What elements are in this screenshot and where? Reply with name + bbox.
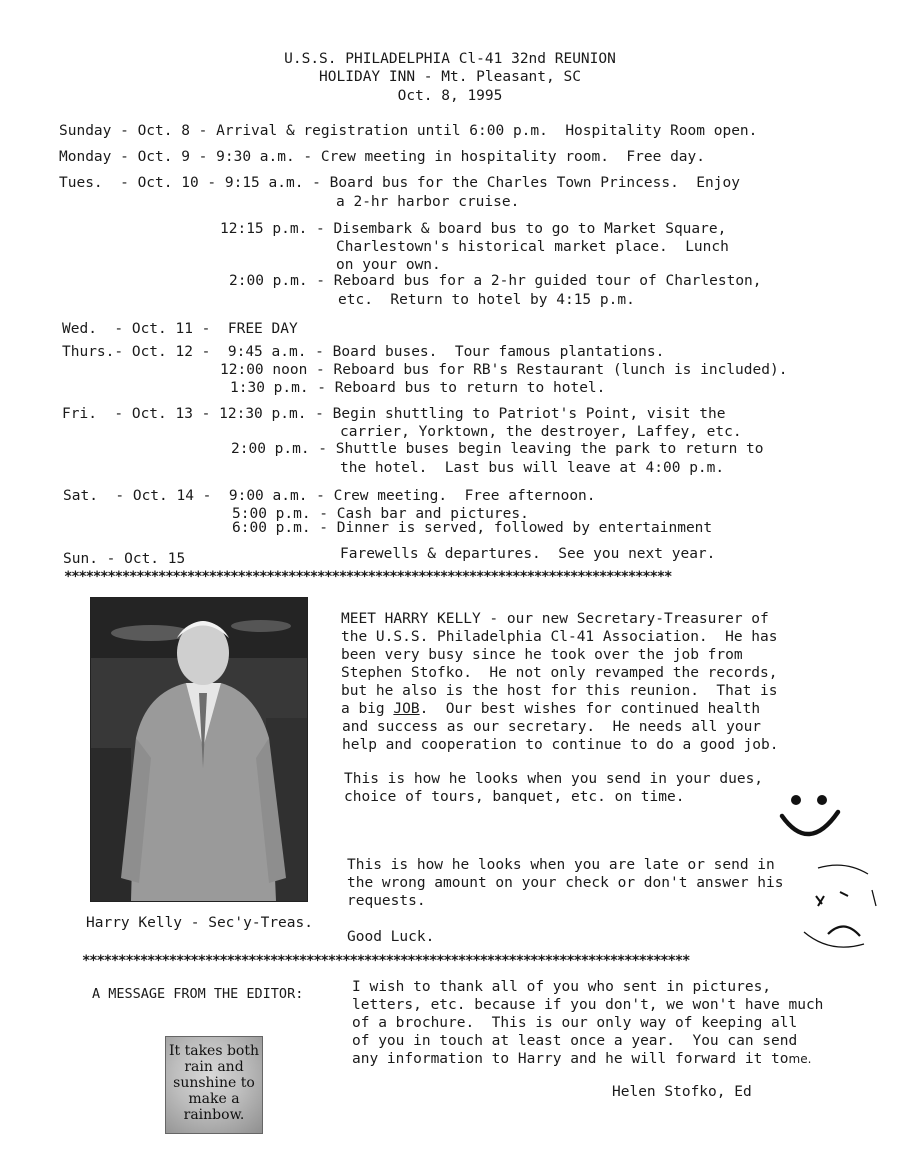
- smiley-face-icon: [776, 790, 846, 846]
- editor-line2: letters, etc. because if you don't, we won't have much: [352, 997, 824, 1013]
- schedule-tuesday-cont: a 2-hr harbor cruise.: [336, 194, 520, 210]
- schedule-saturday: Sat. - Oct. 14 - 9:00 a.m. - Crew meeting. Free afternoon.: [63, 488, 596, 504]
- schedule-sunday-farewells: Farewells & departures. See you next year.: [340, 546, 716, 562]
- reunion-date: Oct. 8, 1995: [397, 88, 503, 104]
- harry-kelly-figure: [91, 598, 307, 901]
- editor-handwritten-me: me.: [788, 1052, 812, 1066]
- kelly-para1-line3: been very busy since he took over the job from: [341, 647, 743, 663]
- kelly-para3-line3: requests.: [347, 893, 426, 909]
- kelly-para3-line1: This is how he looks when you are late or send in: [347, 857, 775, 873]
- kelly-para2-line2: choice of tours, banquet, etc. on time.: [344, 789, 685, 805]
- schedule-tuesday-1215-cont2: on your own.: [336, 257, 441, 273]
- schedule-thursday: Thurs.- Oct. 12 - 9:45 a.m. - Board buses. Tour famous plantations.: [62, 344, 665, 360]
- kelly-para1-line2: the U.S.S. Philadelphia Cl-41 Association. He has: [341, 629, 778, 645]
- kelly-para1-line7: and success as our secretary. He needs all your: [342, 719, 762, 735]
- editor-line1: I wish to thank all of you who sent in pictures,: [352, 979, 772, 995]
- editor-signature: Helen Stofko, Ed: [612, 1084, 752, 1100]
- kelly-job-word: JOB: [393, 701, 420, 717]
- schedule-monday: Monday - Oct. 9 - 9:30 a.m. - Crew meeting in hospitality room. Free day.: [59, 149, 706, 165]
- reunion-location: HOLIDAY INN - Mt. Pleasant, SC: [319, 69, 581, 85]
- schedule-thursday-noon: 12:00 noon - Reboard bus for RB's Restaurant (lunch is included).: [220, 362, 788, 378]
- schedule-sunday: Sunday - Oct. 8 - Arrival & registration until 6:00 p.m. Hospitality Room open.: [59, 123, 758, 139]
- schedule-wednesday: Wed. - Oct. 11 - FREE DAY: [62, 321, 298, 337]
- editor-line5: [352, 1050, 811, 1068]
- schedule-thursday-130: 1:30 p.m. - Reboard bus to return to hotel.: [230, 380, 606, 396]
- schedule-tuesday-200: 2:00 p.m. - Reboard bus for a 2-hr guided tour of Charleston,: [229, 273, 762, 289]
- editor-line5-text: any information to Harry and he will forward it to: [352, 1051, 789, 1067]
- kelly-para1-line5: but he also is the host for this reunion. That is: [341, 683, 778, 699]
- kelly-para1-line4: Stephen Stofko. He not only revamped the records,: [341, 665, 778, 681]
- kelly-para1-line8: help and cooperation to continue to do a good job.: [342, 737, 779, 753]
- reunion-title: U.S.S. PHILADELPHIA Cl-41 32nd REUNION: [284, 51, 616, 67]
- schedule-tuesday-200-cont: etc. Return to hotel by 4:15 p.m.: [338, 292, 635, 308]
- kelly-para3-line2: the wrong amount on your check or don't answer his: [347, 875, 784, 891]
- schedule-sunday-oct15: Sun. - Oct. 15: [63, 551, 186, 567]
- frowning-face-icon: [800, 862, 882, 952]
- schedule-friday: Fri. - Oct. 13 - 12:30 p.m. - Begin shuttling to Patriot's Point, visit the: [62, 406, 726, 422]
- schedule-friday-200-cont: the hotel. Last bus will leave at 4:00 p.m.: [340, 460, 725, 476]
- schedule-friday-cont: carrier, Yorktown, the destroyer, Laffey, etc.: [340, 424, 742, 440]
- kelly-closing: Good Luck.: [347, 929, 435, 945]
- kelly-para1-line6: [341, 700, 760, 718]
- editor-line4: of you in touch at least once a year. You can send: [352, 1033, 798, 1049]
- rainbow-quote-text: It takes both rain and sunshine to make a rainbow.: [168, 1043, 259, 1123]
- kelly-line6-pre: a big: [341, 701, 394, 717]
- kelly-line6-post: . Our best wishes for continued health: [419, 701, 761, 717]
- photo-caption: Harry Kelly - Sec'y-Treas.: [86, 915, 313, 931]
- star-separator-top: ************************************************************************************: [64, 570, 672, 584]
- harry-kelly-photo: [90, 597, 308, 902]
- schedule-tuesday: Tues. - Oct. 10 - 9:15 a.m. - Board bus for the Charles Town Princess. Enjoy: [59, 175, 740, 191]
- schedule-tuesday-1215-cont1: Charlestown's historical market place. Lunch: [336, 239, 729, 255]
- schedule-friday-200: 2:00 p.m. - Shuttle buses begin leaving the park to return to: [231, 441, 764, 457]
- editor-heading: A MESSAGE FROM THE EDITOR:: [92, 986, 304, 1002]
- rainbow-quote-badge: [165, 1036, 263, 1134]
- schedule-saturday-500: 5:00 p.m. - Cash bar and pictures.: [232, 506, 529, 522]
- schedule-saturday-600: 6:00 p.m. - Dinner is served, followed by entertainment: [232, 520, 713, 536]
- schedule-tuesday-1215: 12:15 p.m. - Disembark & board bus to go to Market Square,: [220, 221, 727, 237]
- kelly-para1-line1: MEET HARRY KELLY - our new Secretary-Treasurer of: [341, 611, 769, 627]
- kelly-para2-line1: This is how he looks when you send in your dues,: [344, 771, 764, 787]
- star-separator-bottom: ************************************************************************************: [82, 954, 690, 968]
- editor-line3: of a brochure. This is our only way of keeping all: [352, 1015, 798, 1031]
